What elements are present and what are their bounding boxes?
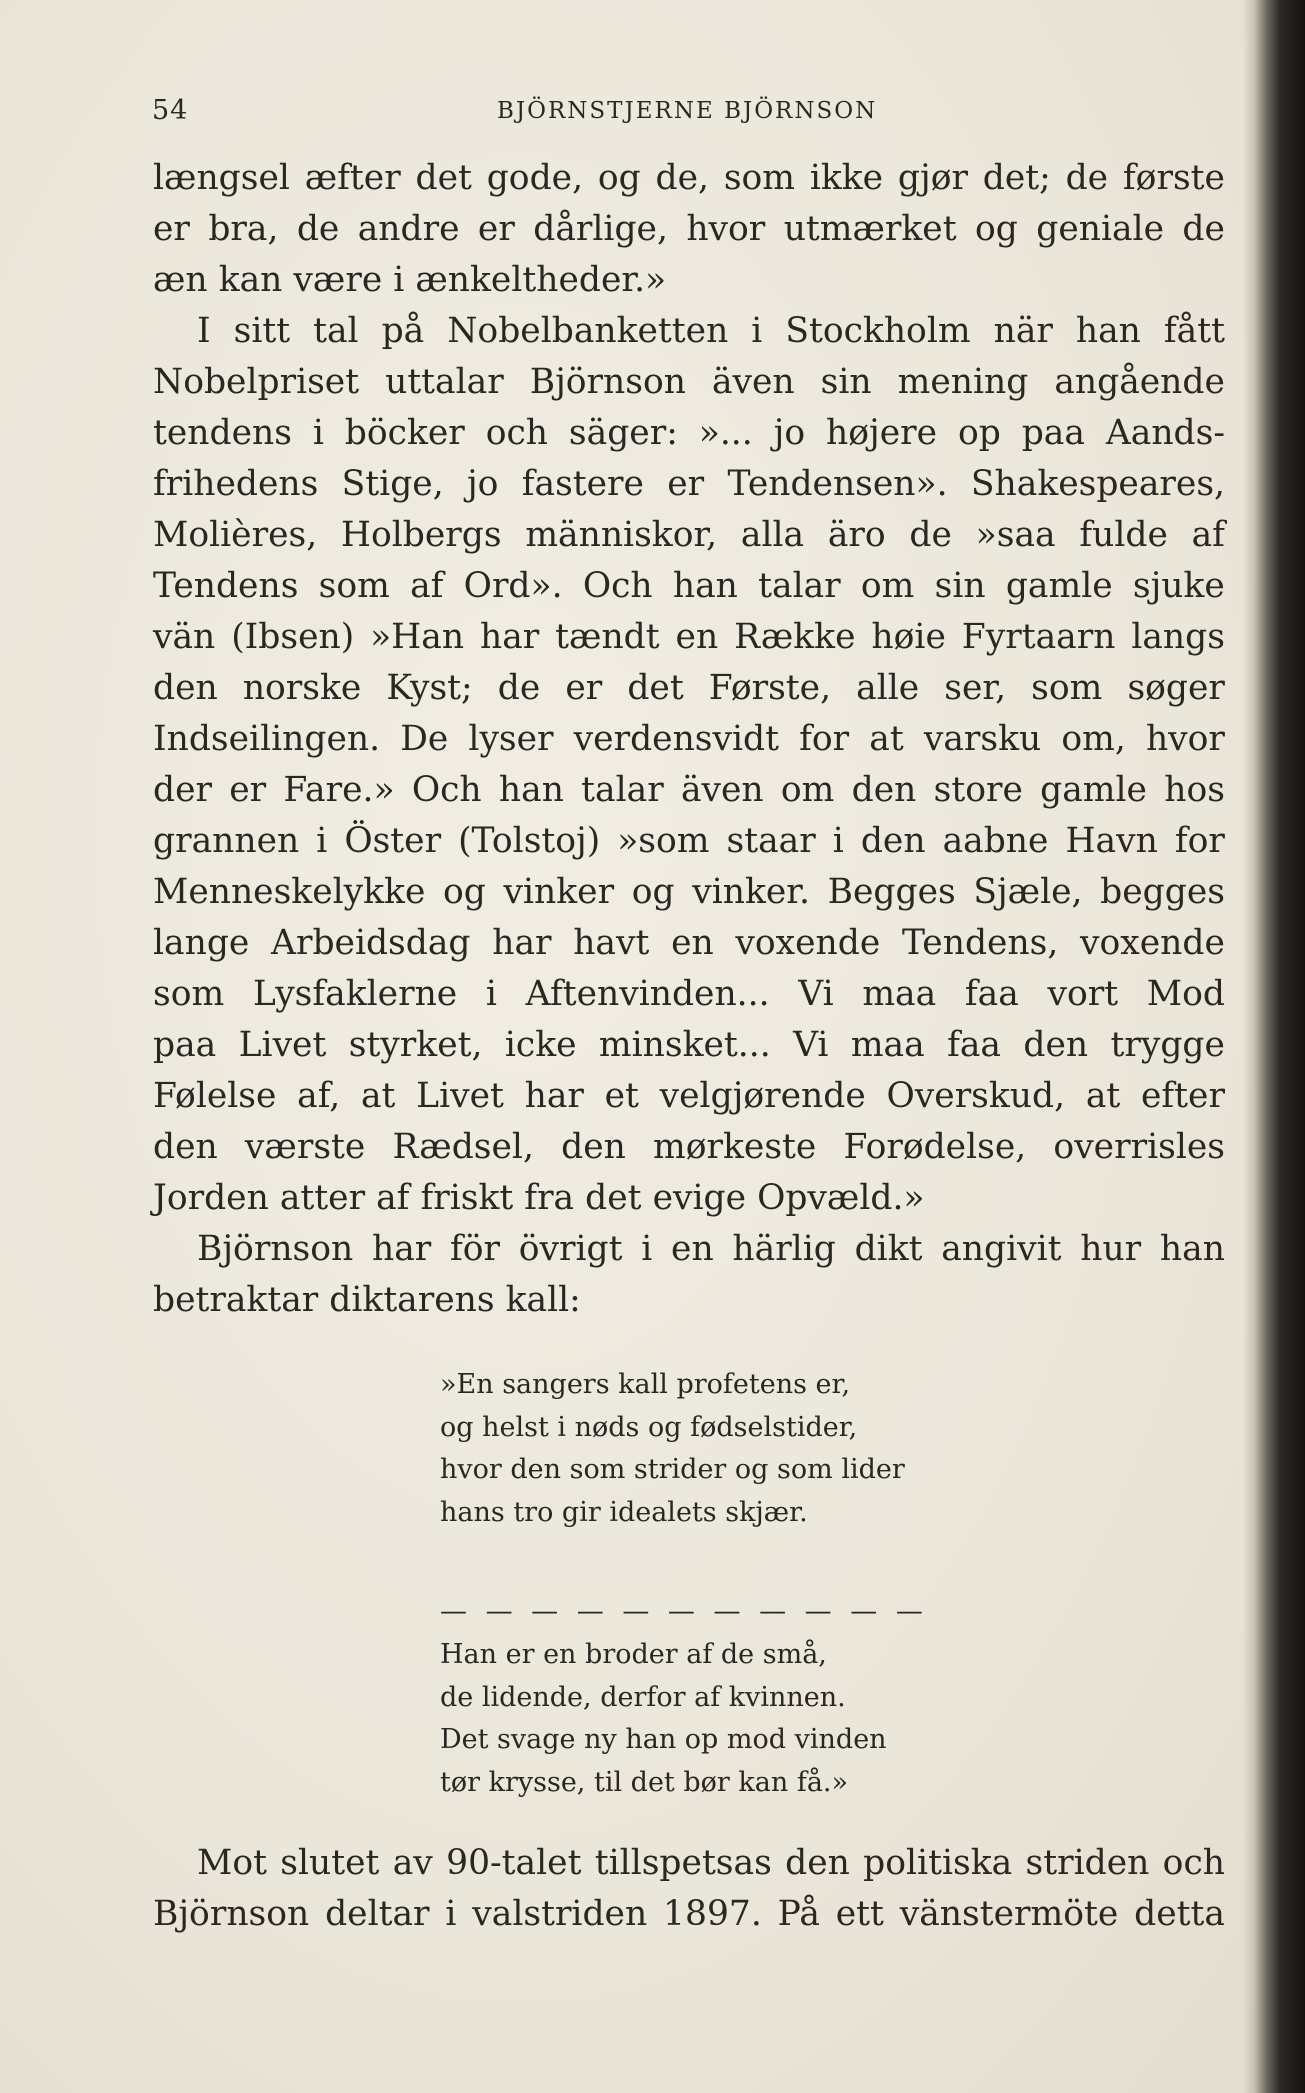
word: at — [360, 1076, 396, 1116]
word: människor, — [525, 515, 718, 555]
text-line — [153, 1838, 1225, 1889]
word: Aands- — [1105, 413, 1225, 453]
text-line — [153, 510, 1225, 561]
word: talar — [581, 770, 664, 810]
word: den — [1023, 1025, 1089, 1065]
word: verdensvidt — [573, 719, 779, 759]
word: han — [1159, 1229, 1225, 1269]
word: ser, — [944, 668, 1007, 708]
word: en — [671, 923, 714, 963]
word: faa — [964, 974, 1019, 1014]
word: overrisles — [1053, 1127, 1225, 1167]
word: slutet — [280, 1843, 380, 1883]
word: på — [381, 311, 425, 351]
poem-line: hvor den som strider og som lider — [440, 1454, 905, 1485]
text-line — [153, 1071, 1225, 1122]
word: bra, — [208, 209, 279, 249]
word: Aftenvinden... — [525, 974, 770, 1014]
word: när — [993, 311, 1053, 351]
word: den — [153, 1127, 218, 1167]
word: betraktar — [153, 1280, 319, 1320]
text-line — [153, 867, 1225, 918]
word: tendens — [153, 413, 292, 453]
word: har — [492, 923, 552, 963]
word: Sjæle, — [973, 872, 1083, 912]
word: Shakespeares, — [970, 464, 1225, 504]
word: op — [957, 413, 1001, 453]
word: det — [585, 1178, 642, 1218]
text-line — [153, 612, 1225, 663]
word: Nobelbanketten — [447, 311, 729, 351]
word: vän — [153, 617, 216, 657]
word: angående — [1054, 362, 1225, 402]
word: uttalar — [385, 362, 504, 402]
word: minsket... — [598, 1025, 771, 1065]
word: om, — [1061, 719, 1126, 759]
text-line — [153, 1224, 1225, 1275]
word: mørkeste — [653, 1127, 817, 1167]
word: Indseilingen. — [153, 719, 381, 759]
word: fulde — [1079, 515, 1168, 555]
word: diktarens — [329, 1280, 495, 1320]
text-line — [153, 255, 1225, 306]
text-line — [153, 1020, 1225, 1071]
word: i — [312, 413, 324, 453]
word: de — [909, 515, 952, 555]
word: er — [565, 668, 603, 708]
word: vort — [1047, 974, 1119, 1014]
word: Første, — [708, 668, 832, 708]
word: hos — [1164, 770, 1225, 810]
word: voxende — [735, 923, 881, 963]
word: deltar — [325, 1894, 430, 1934]
word: ikke — [809, 158, 884, 198]
word: De — [400, 719, 449, 759]
word: trygge — [1110, 1025, 1225, 1065]
word: Tendens — [153, 566, 299, 606]
word: Rædsel, — [392, 1127, 534, 1167]
word: gamle — [1040, 770, 1147, 810]
word: Jorden — [153, 1178, 269, 1218]
word: politiska — [863, 1843, 1013, 1883]
word: staar — [726, 821, 816, 861]
word: i — [641, 1229, 653, 1269]
word: fastere — [521, 464, 644, 504]
word: Forødelse, — [843, 1127, 1027, 1167]
word: Række — [734, 617, 856, 657]
text-line — [153, 816, 1225, 867]
word: fra — [524, 1178, 575, 1218]
text-line — [153, 561, 1225, 612]
word: Mod — [1146, 974, 1225, 1014]
word: äro — [827, 515, 886, 555]
word: og — [974, 209, 1018, 249]
word: evige — [652, 1178, 747, 1218]
word: et — [604, 1076, 639, 1116]
word: jo — [466, 464, 499, 504]
word: Molières, — [153, 515, 318, 555]
word: grannen — [153, 821, 300, 861]
word: som — [153, 974, 225, 1014]
body-text — [153, 153, 1225, 1326]
word: velgjørende — [659, 1076, 866, 1116]
word: mening — [897, 362, 1029, 402]
word: paa — [153, 1025, 217, 1065]
word: Ord». — [463, 566, 563, 606]
word: det; — [982, 158, 1051, 198]
word: langs — [1131, 617, 1225, 657]
word: Björnson — [197, 1229, 354, 1269]
word: detta — [1134, 1894, 1225, 1934]
word: om — [860, 566, 915, 606]
word: Havn — [1065, 821, 1158, 861]
word: den — [851, 770, 917, 810]
word: jo — [773, 413, 806, 453]
word: af — [410, 566, 444, 606]
word: Holbergs — [340, 515, 502, 555]
word: utmærket — [783, 209, 957, 249]
word: atter — [279, 1178, 366, 1218]
word: Stockholm — [785, 311, 971, 351]
poem-line: »En sangers kall profetens er, — [440, 1369, 851, 1400]
word: den — [561, 1127, 626, 1167]
word: højere — [826, 413, 938, 453]
word: efter — [1140, 1076, 1225, 1116]
word: begges — [1100, 872, 1225, 912]
word: paa — [1021, 413, 1085, 453]
word: dikt — [854, 1229, 923, 1269]
word: Vi — [798, 974, 834, 1014]
word: en — [675, 617, 719, 657]
word: de — [1182, 209, 1225, 249]
word: norske — [242, 668, 362, 708]
word: för — [449, 1229, 501, 1269]
word: søger — [1127, 668, 1225, 708]
word: Fare.» — [283, 770, 395, 810]
word: striden — [1025, 1843, 1150, 1883]
word: (Tolstoj) — [458, 821, 601, 861]
text-line — [153, 1173, 1225, 1224]
poem-break: — — — — — — — — — — — — [440, 1596, 928, 1627]
poem-line: Det svage ny han op mod vinden — [440, 1724, 887, 1755]
word: i — [832, 821, 844, 861]
word: »som — [617, 821, 710, 861]
word: »... — [698, 413, 753, 453]
running-head: BJÖRNSTJERNE BJÖRNSON — [497, 98, 878, 124]
word: hvor — [686, 209, 766, 249]
word: og — [631, 872, 675, 912]
word: även — [680, 770, 764, 810]
word: vinker — [503, 872, 615, 912]
text-line — [153, 1122, 1225, 1173]
word: den — [860, 821, 926, 861]
text-line — [153, 765, 1225, 816]
word: vinker. — [692, 872, 810, 912]
word: Overskud, — [886, 1076, 1066, 1116]
word: om — [780, 770, 835, 810]
text-line — [153, 969, 1225, 1020]
word: de, — [655, 158, 709, 198]
word: og — [443, 872, 486, 912]
word: og — [597, 158, 641, 198]
word: er — [153, 209, 190, 249]
word: gamle — [1005, 566, 1113, 606]
word: och — [1162, 1843, 1225, 1883]
word: i — [393, 260, 405, 300]
word: aabne — [942, 821, 1049, 861]
word: fått — [1163, 311, 1225, 351]
word: Och — [411, 770, 482, 810]
book-binding-shadow — [1243, 0, 1305, 2093]
word: maa — [862, 974, 937, 1014]
text-line — [153, 153, 1225, 204]
word: dårlige, — [533, 209, 668, 249]
word: gode, — [486, 158, 584, 198]
word: i — [445, 1894, 457, 1934]
word: talar — [758, 566, 841, 606]
word: och — [485, 413, 549, 453]
word: han — [498, 770, 564, 810]
word: af, — [297, 1076, 341, 1116]
word: Tendensen». — [727, 464, 948, 504]
word: som — [318, 566, 390, 606]
word: Opvæld.» — [757, 1178, 925, 1218]
poem-line: og helst i nøds og fødselstider, — [440, 1411, 858, 1443]
word: er — [667, 464, 705, 504]
word: alle — [856, 668, 920, 708]
poem-line: de lidende, derfor af kvinnen. — [440, 1681, 846, 1713]
word: övrigt — [518, 1229, 623, 1269]
page-header — [152, 95, 1232, 135]
word: Öster — [344, 821, 442, 861]
word: havt — [573, 923, 650, 963]
word: 1897. — [663, 1894, 762, 1934]
word: æfter — [304, 158, 401, 198]
word: som — [723, 158, 796, 198]
word: tillspetsas — [594, 1843, 772, 1883]
word: »Han — [370, 617, 465, 657]
word: tændt — [555, 617, 660, 657]
text-line — [153, 459, 1225, 510]
word: gjør — [897, 158, 968, 198]
text-line — [153, 918, 1225, 969]
word: böcker — [344, 413, 465, 453]
word: de — [497, 668, 541, 708]
word: voxende — [1080, 923, 1225, 963]
word: Kyst; — [386, 668, 473, 708]
word: har — [371, 1229, 432, 1269]
word: »saa — [975, 515, 1056, 555]
poem-stanza-1 — [440, 1364, 905, 1534]
word: længsel — [153, 158, 290, 198]
word: Björnson — [153, 1894, 310, 1934]
word: Menneskelykke — [153, 872, 426, 912]
word: Vi — [793, 1025, 829, 1065]
word: sin — [820, 362, 872, 402]
word: sitt — [233, 311, 291, 351]
word: Fyrtaarn — [961, 617, 1116, 657]
word: På — [777, 1894, 820, 1934]
text-line — [153, 306, 1225, 357]
text-line — [153, 204, 1225, 255]
word: hur — [1080, 1229, 1142, 1269]
word: i — [485, 974, 497, 1014]
word: Stige, — [341, 464, 444, 504]
word: høie — [871, 617, 946, 657]
word: Livet — [416, 1076, 504, 1116]
page-number: 54 — [152, 95, 189, 126]
word: Björnson — [529, 362, 686, 402]
word: vänstermöte — [899, 1894, 1119, 1934]
text-line — [153, 357, 1225, 408]
word: kall: — [505, 1280, 581, 1320]
word: Arbeidsdag — [271, 923, 471, 963]
word: for — [799, 719, 850, 759]
poem-line: Han er en broder af de små, — [440, 1639, 827, 1670]
word: I — [197, 311, 211, 351]
text-line — [153, 408, 1225, 459]
body-text-continued — [153, 1838, 1225, 1940]
word: faa — [947, 1025, 1001, 1065]
word: store — [933, 770, 1023, 810]
word: sin — [934, 566, 986, 606]
word: icke — [504, 1025, 577, 1065]
word: den — [785, 1843, 850, 1883]
word: lange — [153, 923, 250, 963]
word: härlig — [732, 1229, 836, 1269]
word: i — [316, 821, 328, 861]
word: værste — [244, 1127, 366, 1167]
word: alla — [740, 515, 805, 555]
word: det — [415, 158, 472, 198]
word: frihedens — [153, 464, 319, 504]
word: være — [293, 260, 383, 300]
word: maa — [850, 1025, 925, 1065]
word: lyser — [468, 719, 554, 759]
word: den — [153, 668, 218, 708]
poem-line: hans tro gir idealets skjær. — [440, 1496, 808, 1528]
word: Lysfaklerne — [252, 974, 458, 1014]
word: ænkeltheder.» — [415, 260, 667, 300]
word: en — [671, 1229, 714, 1269]
word: at — [1085, 1076, 1121, 1116]
word: av — [392, 1843, 433, 1883]
word: styrket, — [348, 1025, 483, 1065]
word: har — [479, 617, 540, 657]
text-line — [153, 663, 1225, 714]
word: Tendens, — [901, 923, 1059, 963]
word: sjuke — [1132, 566, 1225, 606]
word: har — [524, 1076, 584, 1116]
word: valstriden — [472, 1894, 648, 1934]
word: varsku — [923, 719, 1042, 759]
word: af — [376, 1178, 410, 1218]
word: Nobelpriset — [153, 362, 360, 402]
poem-line: tør krysse, til det bør kan få.» — [440, 1766, 849, 1798]
word: säger: — [568, 413, 678, 453]
word: geniale — [1036, 209, 1165, 249]
word: angivit — [941, 1229, 1062, 1269]
word: Følelse — [153, 1076, 277, 1116]
word: han — [1075, 311, 1141, 351]
word: kan — [218, 260, 283, 300]
text-line — [153, 1889, 1225, 1940]
word: de — [1065, 158, 1109, 198]
word: ett — [835, 1894, 884, 1934]
word: for — [1174, 821, 1225, 861]
word: de — [296, 209, 340, 249]
word: der — [153, 770, 212, 810]
word: Och — [582, 566, 653, 606]
word: friskt — [420, 1178, 514, 1218]
word: er — [477, 209, 515, 249]
word: Mot — [197, 1843, 267, 1883]
text-line — [153, 1275, 1225, 1326]
word: at — [869, 719, 904, 759]
word: Livet — [238, 1025, 327, 1065]
word: af — [1191, 515, 1225, 555]
word: Begges — [827, 872, 956, 912]
text-line — [153, 714, 1225, 765]
word: tal — [313, 311, 359, 351]
word: han — [672, 566, 738, 606]
poem-stanza-2 — [440, 1634, 887, 1804]
word: i — [751, 311, 763, 351]
word: er — [229, 770, 267, 810]
word: hvor — [1145, 719, 1225, 759]
word: første — [1122, 158, 1225, 198]
word: även — [711, 362, 795, 402]
word: (Ibsen) — [231, 617, 355, 657]
word: det — [627, 668, 684, 708]
word: andre — [357, 209, 460, 249]
word: som — [1031, 668, 1103, 708]
word: 90-talet — [446, 1843, 582, 1883]
word: æn — [153, 260, 208, 300]
